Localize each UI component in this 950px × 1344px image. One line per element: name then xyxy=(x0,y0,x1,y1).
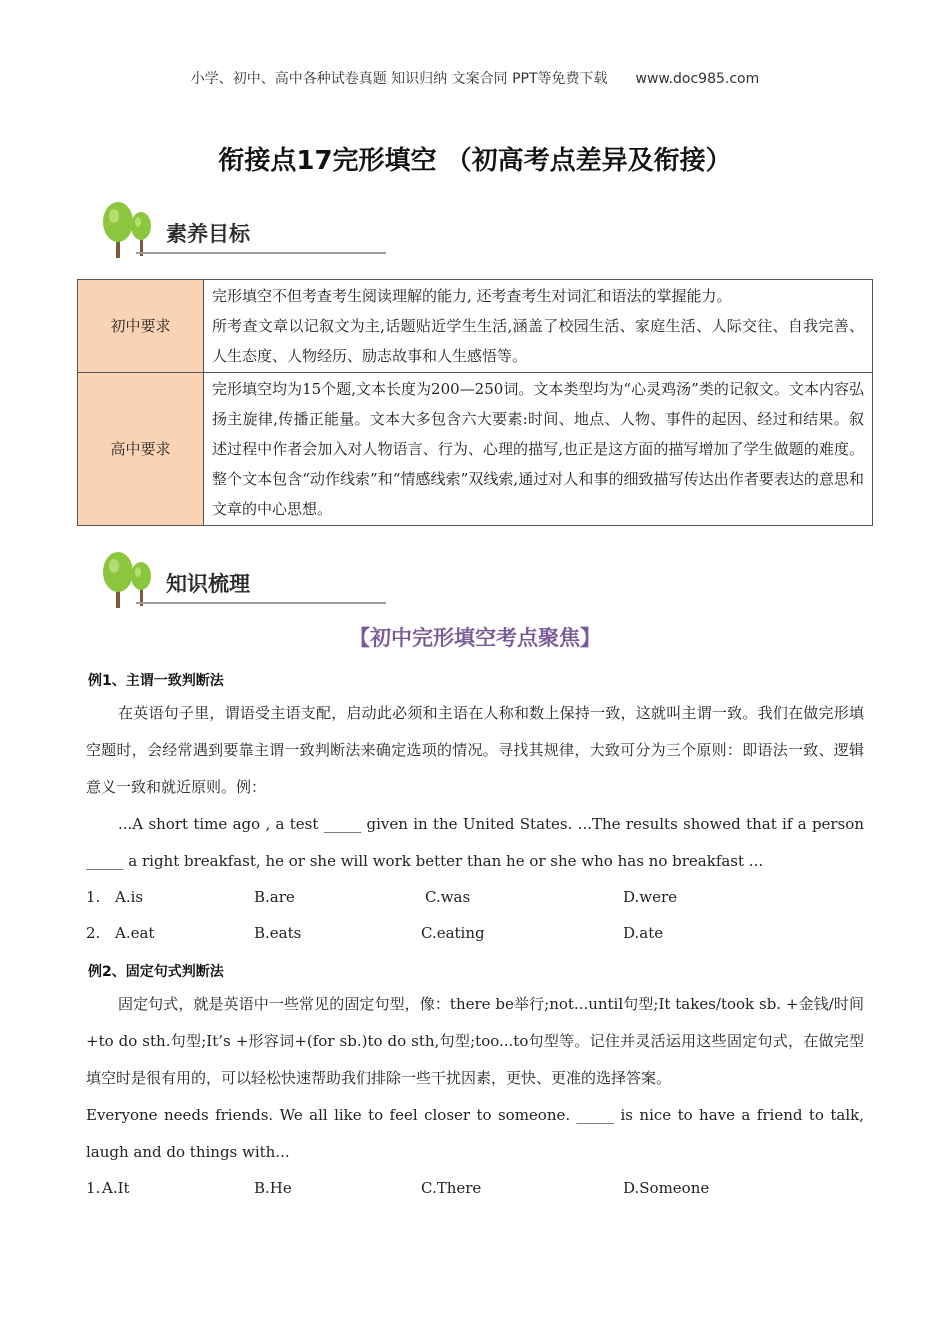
requirements-table xyxy=(77,279,873,526)
section-underline xyxy=(136,252,386,254)
question-1-options xyxy=(86,888,866,912)
text-line: 所考查文章以记叙文为主,话题贴近学生生活,涵盖了校园生活、家庭生活、人际交往、自我完善、人生态度、人物经历、励志故事和人生感悟等。 xyxy=(212,317,864,365)
option-d[interactable]: D.were xyxy=(623,888,678,906)
page-title: 衔接点17完形填空 （初高考点差异及衔接） xyxy=(218,146,732,176)
question-1-options xyxy=(86,1179,866,1203)
section-heading-knowledge xyxy=(96,550,296,612)
example2-paragraph: 固定句式，就是英语中一些常见的固定句型，像：there be举行;not...until句型;It takes/took sb. +金钱/时间+to do sth.句型;It’s +形容词+(for sb.)to do sth,句型;too...to句型等。记住并灵活运用这些固定句式，在做完型填空时是很有用的，可以轻松快速帮助我们排除一些干扰因素，更快、更准的选择答案。 xyxy=(86,995,864,1087)
option-a[interactable]: A.eat xyxy=(115,924,155,942)
example1-title: 例1、主谓一致判断法 xyxy=(88,673,224,689)
text-line: 完形填空不但考查考生阅读理解的能力, 还考查考生对词汇和语法的掌握能力。 xyxy=(212,287,732,305)
row-text xyxy=(204,373,873,526)
option-c[interactable]: C.was xyxy=(425,888,471,906)
table-row xyxy=(78,280,873,373)
row-label: 高中要求 xyxy=(78,373,204,526)
option-c[interactable]: C.eating xyxy=(421,924,485,942)
option-b[interactable]: B.are xyxy=(254,888,295,906)
question-number: 2. xyxy=(86,924,101,942)
option-c[interactable]: C.There xyxy=(421,1179,482,1197)
table-row xyxy=(78,373,873,526)
option-b[interactable]: B.He xyxy=(254,1179,292,1197)
example1-passage: ...A short time ago , a test _____ given in the United States. ...The results showed that if a person _____ a right breakfast, he or she will work better than he or she who has no breakfast ... xyxy=(86,815,864,870)
row-label: 初中要求 xyxy=(78,280,204,373)
question-2-options xyxy=(86,924,866,948)
option-a[interactable]: A.is xyxy=(115,888,144,906)
option-d[interactable]: D.ate xyxy=(623,924,664,942)
focus-title: 【初中完形填空考点聚焦】 xyxy=(349,626,601,650)
page-header xyxy=(0,68,950,88)
example2-passage: Everyone needs friends. We all like to feel closer to someone. _____ is nice to have a friend to talk, laugh and do things with... xyxy=(86,1106,864,1161)
header-site[interactable]: www.doc985.com xyxy=(635,71,760,87)
option-a[interactable]: A.It xyxy=(102,1179,130,1197)
section-label: 素养目标 xyxy=(166,222,250,246)
row-text xyxy=(204,280,873,373)
text-line: 完形填空均为15个题,文本长度为200—250词。文本类型均为“心灵鸡汤”类的记叙文。文本内容弘扬主旋律,传播正能量。文本大多包含六大要素:时间、地点、人物、事件的起因、经过和结果。叙述过程中作者会加入对人物语言、行为、心理的描写,也正是这方面的描写增加了学生做题的难度。整个文本包含“动作线索”和“情感线索”双线索,通过对人和事的细致描写传达出作者要表达的意思和文章的中心思想。 xyxy=(212,380,864,518)
question-number: 1. xyxy=(86,888,101,906)
section-underline xyxy=(136,602,386,604)
header-text: 小学、初中、高中各种试卷真题 知识归纳 文案合同 PPT等免费下载 xyxy=(190,71,608,87)
option-d[interactable]: D.Someone xyxy=(623,1179,710,1197)
question-number: 1. xyxy=(86,1179,101,1197)
section-label: 知识梳理 xyxy=(166,572,250,596)
section-heading-goals xyxy=(96,200,296,262)
example1-paragraph: 在英语句子里，谓语受主语支配，启动此必须和主语在人称和数上保持一致，这就叫主谓一致。我们在做完形填空题时，会经常遇到要靠主谓一致判断法来确定选项的情况。寻找其规律，大致可分为三个原则：即语法一致、逻辑意义一致和就近原则。例： xyxy=(86,704,864,796)
example2-title: 例2、固定句式判断法 xyxy=(88,964,224,980)
option-b[interactable]: B.eats xyxy=(254,924,302,942)
